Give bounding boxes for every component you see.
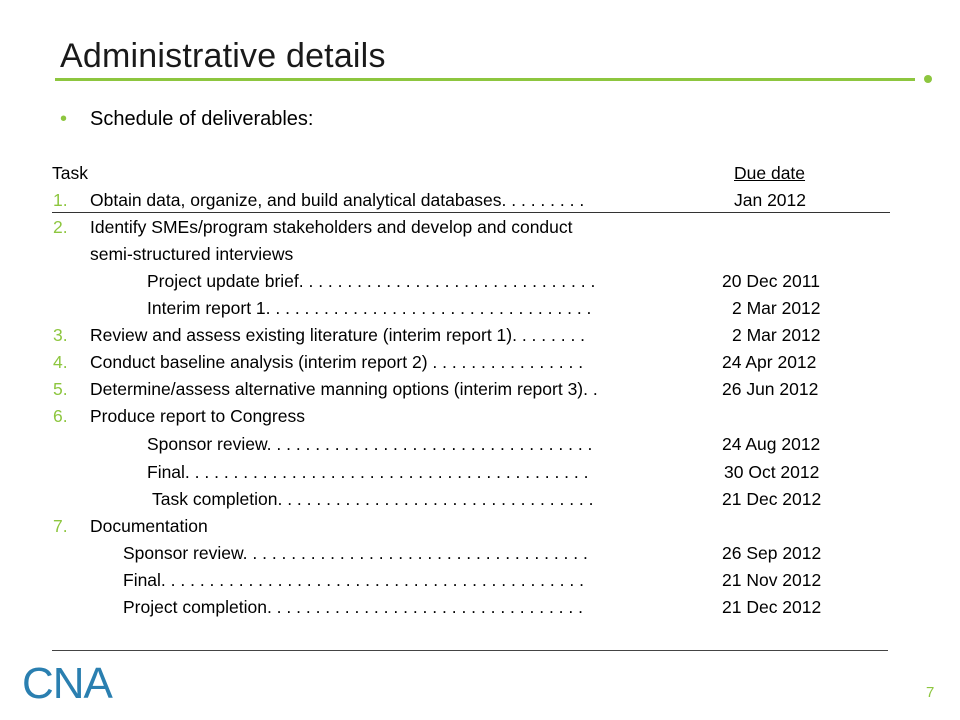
row-number: 1. [53,190,68,210]
row-due: 21 Nov 2012 [722,570,822,590]
table-row [0,214,960,241]
table-row [0,431,960,458]
row-due: 2 Mar 2012 [732,298,821,318]
table-row [0,187,960,214]
table-row [0,322,960,349]
row-number: 5. [53,379,68,399]
table-row [0,513,960,540]
row-number: 6. [53,406,68,426]
row-task: Project completion. . . . . . . . . . . . . . . . . . . . . . . . . . . . . . . . . [123,597,583,617]
row-task: Task completion. . . . . . . . . . . . . . . . . . . . . . . . . . . . . . . . . [152,489,594,509]
table-row [0,459,960,486]
row-task: semi-structured interviews [90,244,294,264]
footer-divider [52,650,888,651]
page-number: 7 [926,684,935,701]
table-row [0,540,960,567]
row-due: 20 Dec 2011 [722,271,820,291]
row-number: 4. [53,352,68,372]
table-row [0,376,960,403]
row-task: Determine/assess alternative manning options (interim report 3). . [90,379,598,399]
cna-logo [22,660,122,704]
task-header: Task [52,163,88,183]
row-task: Conduct baseline analysis (interim report 2) . . . . . . . . . . . . . . . . [90,352,584,372]
row-due: 2 Mar 2012 [732,325,821,345]
table-row [0,349,960,376]
row-number: 3. [53,325,68,345]
row-task: Final. . . . . . . . . . . . . . . . . . . . . . . . . . . . . . . . . . . . . . . . . . [147,462,589,482]
row-due: 24 Aug 2012 [722,434,821,454]
table-row [0,403,960,430]
row-task: Identify SMEs/program stakeholders and develop and conduct [90,217,573,237]
row-task: Produce report to Congress [90,406,305,426]
title-end-dot [924,75,932,83]
row-number: 2. [53,217,68,237]
row-task: Sponsor review. . . . . . . . . . . . . . . . . . . . . . . . . . . . . . . . . . [147,434,593,454]
table-row [0,594,960,621]
table-row [0,268,960,295]
row-due: 26 Sep 2012 [722,543,822,563]
title-underline [55,78,915,81]
table-row [0,295,960,322]
slide-title: Administrative details [60,37,386,75]
bullet-icon: • [60,108,68,130]
row-due: 30 Oct 2012 [724,462,820,482]
due-date-header: Due date [734,163,806,183]
row-due: 26 Jun 2012 [722,379,819,399]
table-header [0,160,960,187]
row-number: 7. [53,516,68,536]
row-due: 21 Dec 2012 [722,597,822,617]
row-task: Final. . . . . . . . . . . . . . . . . . . . . . . . . . . . . . . . . . . . . . . . . . . . [123,570,584,590]
row-due: Jan 2012 [734,190,807,210]
row-task: Project update brief. . . . . . . . . . . . . . . . . . . . . . . . . . . . . . . [147,271,596,291]
row-task: Obtain data, organize, and build analytical databases. . . . . . . . . [90,190,585,210]
table-row [0,567,960,594]
table-row [0,486,960,513]
bullet-text: Schedule of deliverables: [90,108,314,130]
row-task: Interim report 1. . . . . . . . . . . . . . . . . . . . . . . . . . . . . . . . . . [147,298,592,318]
row-due: 24 Apr 2012 [722,352,817,372]
row-task: Review and assess existing literature (interim report 1). . . . . . . . [90,325,586,345]
logo-text: CNA [22,660,112,704]
row-due: 21 Dec 2012 [722,489,822,509]
row-task: Documentation [90,516,208,536]
table-row [0,241,960,268]
row-task: Sponsor review. . . . . . . . . . . . . . . . . . . . . . . . . . . . . . . . . . . . [123,543,588,563]
